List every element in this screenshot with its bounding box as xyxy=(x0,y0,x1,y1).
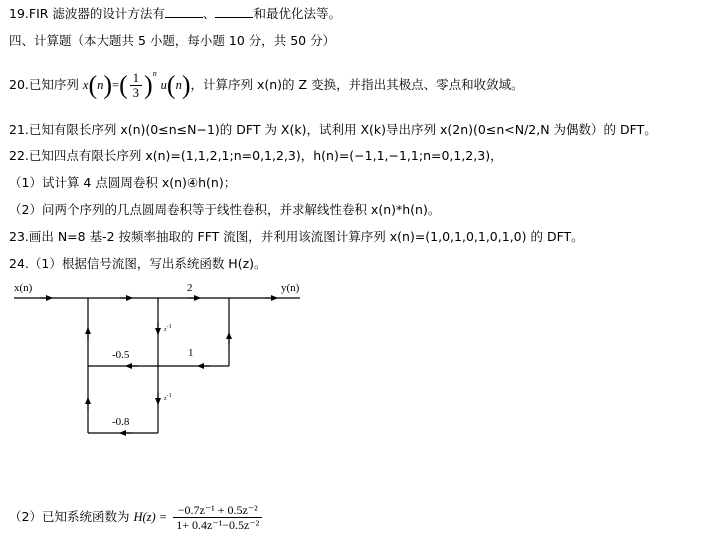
gain-top-label: 2 xyxy=(187,282,193,294)
q24-part1: 24.（1）根据信号流图，写出系统函数 H(z)。 xyxy=(9,256,267,271)
delay2-label: z-1 xyxy=(164,393,172,402)
q22-part2: （2）问两个序列的几点圆周卷积等于线性卷积，并求解线性卷积 x(n)*h(n)。 xyxy=(9,202,441,217)
q20-prefix: 20.已知序列 xyxy=(9,77,79,93)
q20-eq: = xyxy=(112,78,120,93)
q20-x: x xyxy=(82,78,89,93)
q19-text-b: 和最优化法等。 xyxy=(253,6,341,21)
q20-n: n xyxy=(97,78,104,93)
q23-line: 23.画出 N=8 基-2 按频率抽取的 FFT 流图，并利用该流图计算序列 x(n)=(1,0,1,0,1,0,1,0) 的 DFT。 xyxy=(9,229,584,244)
output-label: y(n) xyxy=(281,282,300,294)
q20-line: 20.已知序列 x(n)=( $\frac{1}{3}$ )$^n$ u(n)，计算序列 x(n)的 Z 变换，并指出其极点、零点和收敛域。 xyxy=(9,69,524,101)
gain-fb1-label: -0.5 xyxy=(112,349,130,361)
q19-text-a: 19.FIR 滤波器的设计方法有 xyxy=(9,6,165,21)
input-label: x(n) xyxy=(14,282,33,294)
q24-part2 xyxy=(9,500,264,534)
q20-exponent: n xyxy=(152,69,157,78)
q22-line: 22.已知四点有限长序列 x(n)=(1,1,2,1;n=0,1,2,3)，h(n)=(−1,1,−1,1;n=0,1,2,3)， xyxy=(9,148,503,163)
gain-fb2-label: -0.8 xyxy=(112,416,130,428)
q24-2-fraction: $\frac{\text{−0.7z⁻¹ + 0.5z⁻²}}{\text{1+ 0.4z⁻¹−0.5z⁻²}}$ xyxy=(173,503,262,532)
section-4-heading: 四、计算题（本大题共 5 小题，每小题 10 分，共 50 分） xyxy=(9,33,336,48)
q20-fraction: $\frac{1}{3}$ xyxy=(130,71,142,100)
q21-line: 21.已知有限长序列 x(n)(0≤n≤N−1)的 DFT 为 X(k)，试利用 X(k)导出序列 x(2n)(0≤n<N/2,N 为偶数）的 DFT。 xyxy=(9,122,657,137)
q24-2-lhs: H(z) = xyxy=(133,510,168,524)
q19-sep: 、 xyxy=(202,6,216,21)
q20-suffix: ，计算序列 x(n)的 Z 变换，并指出其极点、零点和收敛域。 xyxy=(190,77,524,93)
q24-2-prefix: （2）已知系统函数为 xyxy=(9,509,130,524)
delay1-label: z-1 xyxy=(164,324,172,333)
gain-ff1-label: 1 xyxy=(188,347,194,359)
q22-part1: （1）试计算 4 点圆周卷积 x(n)④h(n)； xyxy=(9,175,237,190)
q20-u: u xyxy=(160,78,167,93)
